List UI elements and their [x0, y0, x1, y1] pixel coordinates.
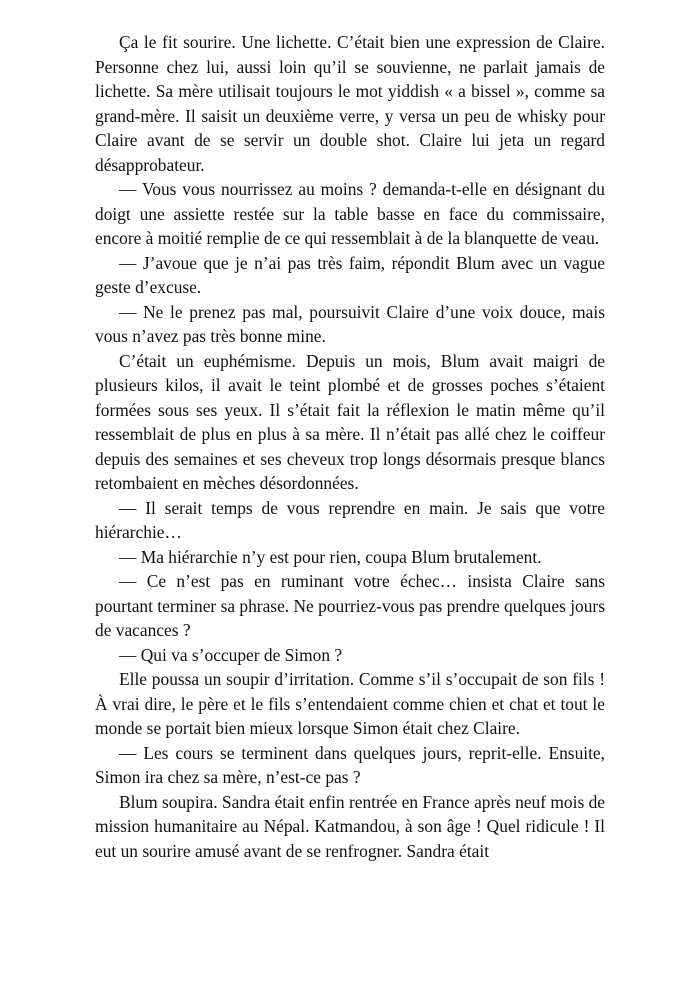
- page-body: [95, 30, 605, 863]
- paragraph: Ça le fit sourire. Une lichette. C’était bien une expression de Claire. Personne chez lui, aussi loin qu’il se souvienne, ne parlait jamais de lichette. Sa mère utilisait toujours le mot yiddish « a bissel », comme sa grand-mère. Il saisit un deuxième verre, y versa un peu de whisky pour Claire avant de se servir un double shot. Claire lui jeta un regard désapprobateur.: [95, 32, 605, 175]
- paragraph: — Ne le prenez pas mal, poursuivit Claire d’une voix douce, mais vous n’avez pas très bonne mine.: [95, 301, 605, 346]
- paragraph: — Vous vous nourrissez au moins ? demanda-t-elle en désignant du doigt une assiette restée sur la table basse en face du commissaire, encore à moitié remplie de ce qui ressemblait à de la blanquette de veau.: [95, 179, 605, 248]
- paragraph: Elle poussa un soupir d’irritation. Comme s’il s’occupait de son fils ! À vrai dire, le père et le fils s’entendaient comme chien et chat et tout le monde se portait bien mieux lorsque Simon était chez Claire.: [95, 669, 605, 738]
- paragraph: — Ma hiérarchie n’y est pour rien, coupa Blum brutalement.: [119, 546, 542, 567]
- paragraph: — Les cours se terminent dans quelques jours, reprit-elle. Ensuite, Simon ira chez sa mère, n’est-ce pas ?: [95, 742, 605, 787]
- paragraph: — Qui va s’occuper de Simon ?: [119, 644, 343, 665]
- paragraph: — Ce n’est pas en ruminant votre échec… insista Claire sans pourtant terminer sa phrase. Ne pourriez-vous pas prendre quelques jours de vacances ?: [95, 571, 605, 640]
- paragraph: Blum soupira. Sandra était enfin rentrée en France après neuf mois de mission humanitaire au Népal. Katmandou, à son âge ! Quel ridicule ! Il eut un sourire amusé avant de se renfrogner. Sandra était: [95, 791, 605, 861]
- paragraph: — Il serait temps de vous reprendre en main. Je sais que votre hiérarchie…: [95, 497, 605, 542]
- paragraph: — J’avoue que je n’ai pas très faim, répondit Blum avec un vague geste d’excuse.: [95, 252, 605, 297]
- paragraph: C’était un euphémisme. Depuis un mois, Blum avait maigri de plusieurs kilos, il avait le teint plombé et de grosses poches s’étaient formées sous ses yeux. Il s’était fait la réflexion le matin même qu’il ressemblait de plus en plus à sa mère. Il n’était pas allé chez le coiffeur depuis des semaines et ses cheveux trop longs désormais presque blancs retombaient en mèches désordonnées.: [95, 350, 605, 493]
